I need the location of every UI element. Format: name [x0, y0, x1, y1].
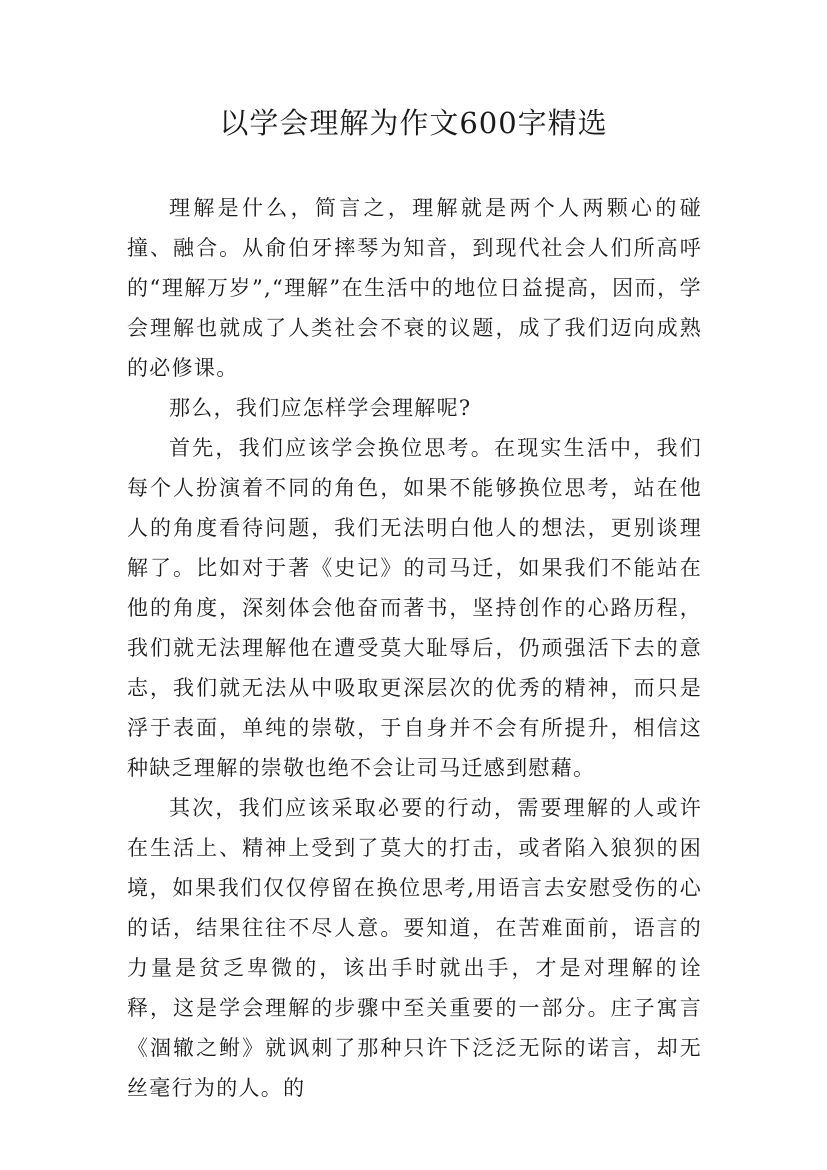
paragraph-question: 那么，我们应怎样学会理解呢?	[169, 396, 472, 420]
document-title: 以学会理解为作文600字精选	[219, 106, 608, 140]
paragraph-first-point: 首先，我们应该学会换位思考。在现实生活中，我们每个人扮演着不同的角色，如果不能够换位思考，站在他人的角度看待问题，我们无法明白他人的想法，更别谈理解了。比如对于著《史记》的司马迁，如果我们不能站在他的角度，深刻体会他奋而著书，坚持创作的心路历程，我们就无法理解他在遭受莫大耻辱后，仍顽强活下去的意志，我们就无法从中吸取更深层次的优秀的精神，而只是浮于表面，单纯的崇敬，于自身并不会有所提升，相信这种缺乏理解的崇敬也绝不会让司马迁感到慰藉。	[127, 436, 702, 780]
paragraph-intro: 理解是什么，简言之，理解就是两个人两颗心的碰撞、融合。从俞伯牙摔琴为知音，到现代社会人们所高呼的“理解万岁”,“理解”在生活中的地位日益提高，因而，学会理解也就成了人类社会不衰的议题，成了我们迈向成熟的必修课。	[127, 196, 702, 380]
paragraph-second-point: 其次，我们应该采取必要的行动，需要理解的人或许在生活上、精神上受到了莫大的打击，或者陷入狼狈的困境，如果我们仅仅停留在换位思考,用语言去安慰受伤的心的话，结果往往不尽人意。要知道，在苦难面前，语言的力量是贫乏卑微的，该出手时就出手，才是对理解的诠释，这是学会理解的步骤中至关重要的一部分。庄子寓言《涸辙之鲋》就讽刺了那种只许下泛泛无际的诺言，却无丝毫行为的人。的	[127, 796, 702, 1100]
document-body	[127, 188, 702, 1108]
